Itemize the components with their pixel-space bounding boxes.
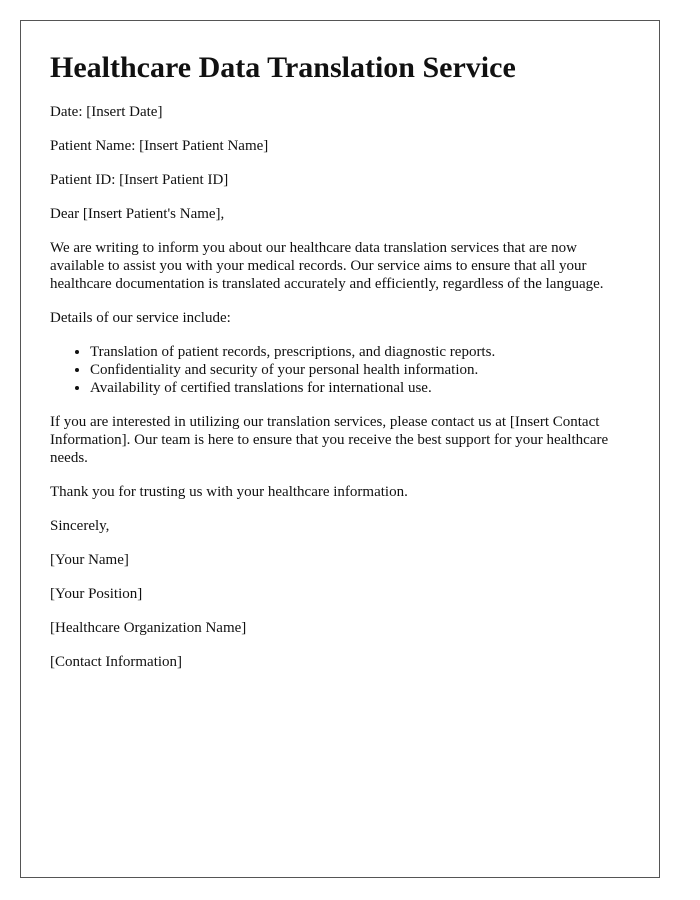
details-list	[50, 343, 630, 397]
details-list-item: • Confidentiality and security of your personal health information.	[90, 361, 630, 379]
intro-paragraph: We are writing to inform you about our healthcare data translation services that are now available to assist you with your medical records. Our service aims to ensure that all your healthcare documentation is translated accurately and efficiently, regardless of the language.	[50, 240, 604, 292]
signature-organization: [Healthcare Organization Name]	[50, 620, 247, 636]
letter-title: Healthcare Data Translation Service	[50, 51, 516, 84]
date-line: Date: [Insert Date]	[50, 104, 163, 120]
patient-name-line: Patient Name: [Insert Patient Name]	[50, 138, 269, 154]
details-list-item: • Translation of patient records, prescriptions, and diagnostic reports.	[90, 343, 630, 361]
patient-id-line: Patient ID: [Insert Patient ID]	[50, 172, 229, 188]
details-list-item: • Availability of certified translations for international use.	[90, 379, 630, 397]
letter-page	[20, 20, 660, 878]
thanks-line: Thank you for trusting us with your healthcare information.	[50, 484, 408, 500]
details-heading: Details of our service include:	[50, 310, 231, 326]
signature-position: [Your Position]	[50, 586, 143, 602]
closing: Sincerely,	[50, 518, 110, 534]
signature-name: [Your Name]	[50, 552, 129, 568]
signature-contact: [Contact Information]	[50, 654, 183, 670]
contact-paragraph: If you are interested in utilizing our translation services, please contact us at [Insert Contact Information]. Our team is here to ensure that you receive the best support for your healthcare needs.	[50, 414, 609, 466]
salutation: Dear [Insert Patient's Name],	[50, 206, 225, 222]
